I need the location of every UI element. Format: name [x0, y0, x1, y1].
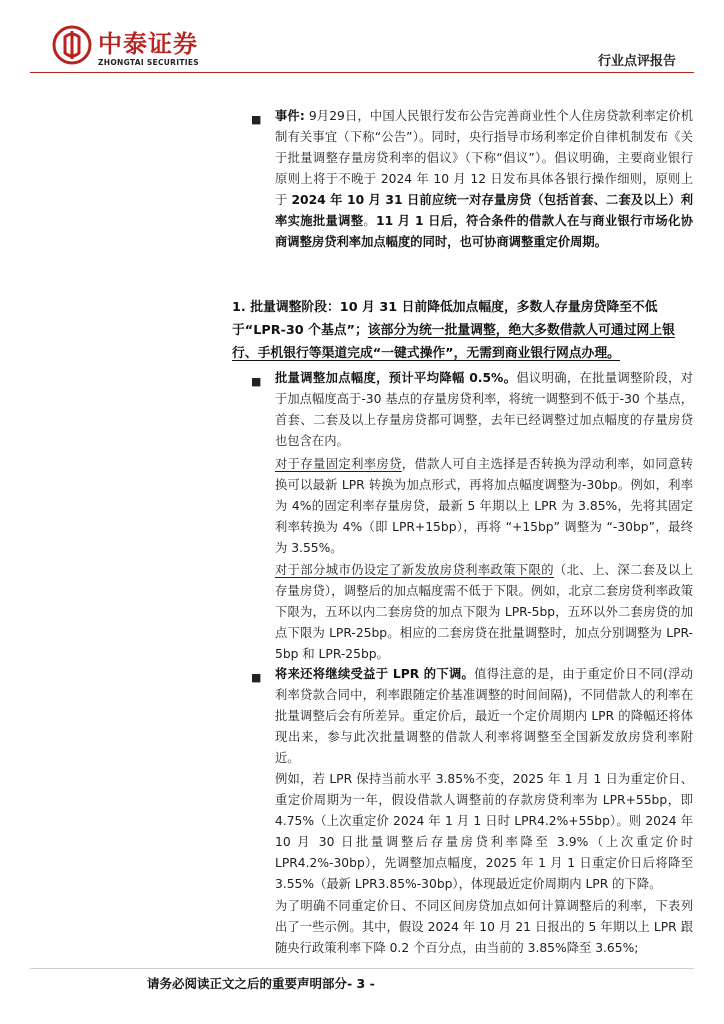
- fixed-rate-underline: 对于存量固定利率房贷: [275, 457, 402, 471]
- event-text-4: 11 月 1 日后，符合条件的借款人在与商业银行市场化协商调整房贷利率加点幅度的同时，也可协商调整重定价周期。: [275, 214, 693, 249]
- section-1-title-main: 1. 批量调整阶段：10 月 31 日前降低加点幅度，多数人存量房贷降至不低于“LPR-30 个基点”；: [232, 300, 658, 338]
- page-number: - 3 -: [347, 976, 375, 991]
- batch-adjust-text: 倡议明确，在批量调整阶段，对于加点幅度高于-30 基点的存量房贷利率，将统一调整到不低于-30 个基点，首套、二套及以上存量房贷都可调整，去年已经调整过加点幅度的存量房贷也包含在内。: [275, 371, 693, 448]
- floor-city-underline: 对于部分城市仍设定了新发放房贷利率政策下限的: [275, 563, 554, 577]
- closing-paragraph: 为了明确不同重定价日、不同区间房贷加点如何计算调整后的利率，下表列出了一些示例。其中，假设 2024 年 10 月 21 日报出的 5 年期以上 LPR 跟随央行政策利率下降 0.2 个百分点，由当前的 3.85%降至 3.65%;: [275, 899, 693, 955]
- zhongtai-logo-mark: [52, 25, 92, 65]
- bullet-square: ■: [251, 375, 262, 388]
- lpr-benefit-bold: 将来还将继续受益于 LPR 的下调。: [275, 667, 475, 681]
- fixed-rate-text: ，借款人可自主选择是否转换为浮动利率，如同意转换可以最新 LPR 转换为加点形式，再将加点幅度调整为-30bp。例如，利率为 4%的固定利率存量房贷，最新 5 年期以上 LPR 为 3.85%，先将其固定利率转换为 4%（即 LPR+15bp），再将 “+15bp” 调整为 “-30bp”，最终为 3.55%。: [275, 457, 693, 555]
- footer-divider: [30, 968, 694, 969]
- section-1-title: [232, 296, 694, 365]
- lpr-benefit-text: 值得注意的是，由于重定价日不同(浮动利率贷款合同中，利率跟随定价基准调整的时间间隔)，不同借款人的利率在批量调整后会有所差异。重定价后，最近一个定价周期内 LPR 的降幅还将体现出来，参与此次批量调整的借款人利率将调整至全国新发放房贷利率附近。: [275, 667, 693, 765]
- footer-text: 请务必阅读正文之后的重要声明部分: [147, 976, 348, 991]
- event-text-3: 。: [363, 214, 377, 228]
- section-1-title-note: 该部分为统一批量调整，绝大多数借款人可通过网上银行、手机银行等渠道完成“一键式操作”，无需到商业银行网点办理。: [232, 323, 675, 361]
- bullet-square: ■: [251, 113, 262, 126]
- logo-en-text: ZHONGTAI SECURITIES: [98, 58, 199, 67]
- footer-disclaimer: [147, 974, 375, 992]
- header-divider: [30, 72, 694, 73]
- floor-city-paragraph: [275, 560, 693, 665]
- event-label: 事件:: [275, 109, 305, 123]
- bullet-square: ■: [251, 671, 262, 684]
- floor-city-text: （北、上、深二套及以上存量房贷），调整后的加点幅度需不低于下限。例如，北京二套房贷利率政策下限为，五环以内二套房贷的加点下限为 LPR-5bp，五环以外二套房贷的加点下限为 LPR-25bp。相应的二套房贷在批量调整时，加点分别调整为 LPR-5bp 和 LPR-25bp。: [275, 563, 693, 661]
- fixed-rate-paragraph: [275, 454, 693, 559]
- batch-adjust-paragraph: [275, 368, 693, 452]
- document-type-label: 行业点评报告: [597, 54, 676, 69]
- event-text-2: 2024 年 10 月 31 日前应统一对存量房贷（包括首套、二套及以上）利率实施批量调整: [275, 193, 693, 228]
- batch-adjust-bold: 批量调整加点幅度，预计平均降幅 0.5%。: [275, 371, 517, 385]
- event-paragraph: [275, 106, 693, 253]
- lpr-benefit-paragraph: [275, 664, 693, 769]
- example-paragraph: 例如，若 LPR 保持当前水平 3.85%不变，2025 年 1 月 1 日为重定价日、重定价周期为一年，假设借款人调整前的存款房贷利率为 LPR+55bp，即 4.75%（上次重定价 2024 年 1 月 1 日时 LPR4.2%+55bp）。则 2024 年 10 月 30 日批量调整后存量房贷利率降至 3.9%（上次重定价时 LPR4.2%-30bp），先调整加点幅度，2025 年 1 月 1 日重定价日后将降至 3.55%（最新 LPR3.85%-30bp），体现最近定价周期内 LPR 的下降。: [275, 772, 693, 891]
- event-text-1: 9月29日，中国人民银行发布公告完善商业性个人住房贷款利率定价机制有关事宜（下称“公告”）。同时，央行指导市场利率定价自律机制发布《关于批量调整存量房贷利率的倡议》（下称“倡议”）。倡议明确，主要商业银行原则上将于不晚于 2024 年 10 月 12 日发布具体各银行操作细则，原则上于: [275, 109, 693, 207]
- logo-cn-text: 中泰证券: [98, 30, 198, 58]
